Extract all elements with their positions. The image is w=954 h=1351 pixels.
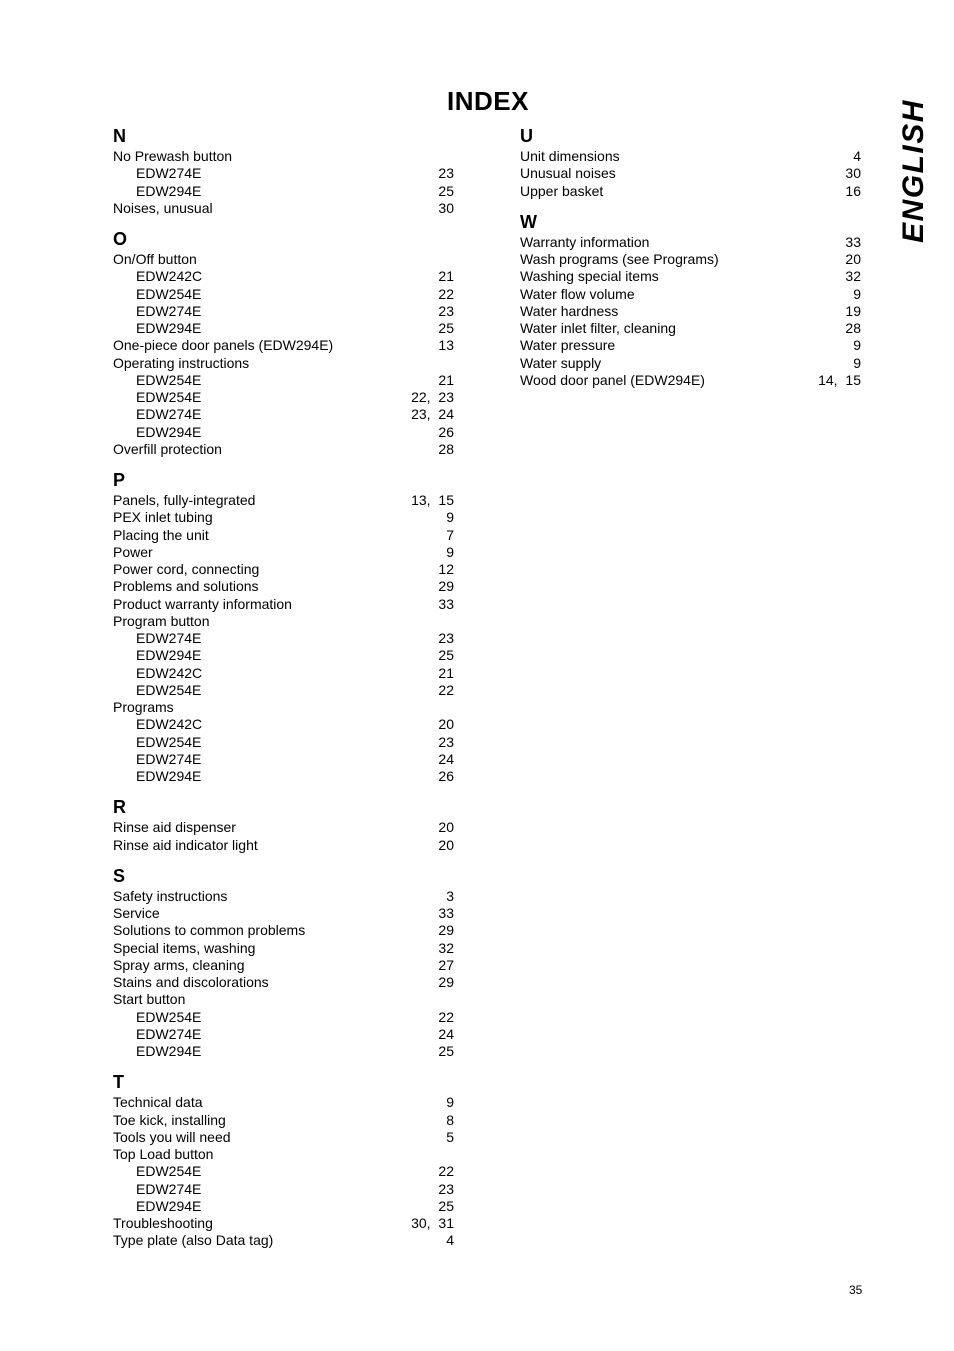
entry-pages: 9: [446, 1094, 454, 1111]
entry-term: Warranty information: [520, 233, 650, 250]
index-subentry: [113, 424, 454, 441]
index-subentry: [113, 1163, 454, 1180]
entry-pages: 12: [438, 561, 454, 577]
entry-term: EDW274E: [136, 165, 202, 182]
entry-term: Operating instructions: [113, 354, 250, 371]
entry-term: EDW274E: [136, 630, 202, 646]
entry-pages: 13, 15: [411, 492, 454, 508]
entry-pages: 9: [853, 354, 861, 371]
entry-pages: 30: [845, 165, 861, 182]
index-section: [520, 124, 861, 200]
entry-pages: 23: [438, 1180, 454, 1197]
entry-pages: 9: [446, 543, 454, 560]
index-subentry: [113, 372, 454, 389]
section-letter: T: [113, 1072, 124, 1093]
entry-term: Tools you will need: [113, 1128, 231, 1145]
entry-pages: 20: [845, 251, 861, 267]
entry-pages: 13: [438, 337, 454, 354]
entry-pages: 32: [845, 268, 861, 285]
entry-term: Product warranty information: [113, 595, 292, 612]
entry-term: Troubleshooting: [113, 1215, 213, 1231]
index-section: [113, 227, 454, 458]
entry-pages: 26: [438, 768, 454, 784]
index-entry: [113, 251, 454, 268]
index-entry: [520, 286, 861, 303]
section-letter: R: [113, 797, 126, 818]
entry-pages: 29: [438, 578, 454, 595]
index-subentry: [113, 389, 454, 406]
index-subentry: [113, 1181, 454, 1198]
entry-term: Spray arms, cleaning: [113, 956, 245, 973]
entry-pages: 26: [438, 423, 454, 440]
entry-term: Noises, unusual: [113, 199, 213, 216]
entry-pages: 25: [438, 320, 454, 336]
entry-pages: 4: [446, 1232, 454, 1249]
index-subentry: [113, 647, 454, 664]
entry-pages: 30: [438, 199, 454, 216]
entry-pages: 28: [845, 320, 861, 336]
entry-term: Water flow volume: [520, 285, 635, 302]
entry-pages: 23: [438, 630, 454, 646]
entry-term: Programs: [113, 699, 174, 715]
entry-term: EDW274E: [136, 1180, 202, 1197]
index-entry: [113, 613, 454, 630]
entry-term: Placing the unit: [113, 526, 209, 543]
entry-term: One-piece door panels (EDW294E): [113, 337, 334, 354]
index-entry: [520, 320, 861, 337]
entry-term: EDW294E: [136, 320, 202, 336]
entry-term: Wash programs (see Programs): [520, 251, 719, 267]
index-entry: [113, 561, 454, 578]
entry-pages: 9: [853, 285, 861, 302]
index-subentry: [113, 286, 454, 303]
index-subentry: [113, 165, 454, 182]
entry-pages: 20: [438, 716, 454, 733]
entry-pages: 28: [438, 440, 454, 457]
index-subentry: [113, 630, 454, 647]
index-entry: [520, 303, 861, 320]
index-entry: [113, 1112, 454, 1129]
index-subentry: [113, 1198, 454, 1215]
index-section: [113, 1070, 454, 1249]
entry-term: Washing special items: [520, 268, 659, 285]
entry-pages: 30, 31: [411, 1215, 454, 1231]
entry-term: On/Off button: [113, 251, 197, 267]
index-subentry: [113, 183, 454, 200]
entry-pages: 25: [438, 182, 454, 199]
index-entry: [113, 699, 454, 716]
page-title: INDEX: [447, 86, 529, 116]
entry-term: No Prewash button: [113, 148, 233, 164]
index-column-left: [113, 124, 454, 1260]
entry-term: Stains and discolorations: [113, 974, 269, 990]
index-entry: [113, 905, 454, 922]
entry-term: EDW294E: [136, 1043, 202, 1059]
entry-pages: 9: [446, 509, 454, 526]
index-entry: [520, 165, 861, 182]
entry-term: EDW242C: [136, 268, 203, 285]
entry-pages: 20: [438, 819, 454, 836]
entry-term: EDW274E: [136, 406, 202, 423]
index-subentry: [113, 716, 454, 733]
entry-pages: 21: [438, 371, 454, 388]
index-subentry: [113, 665, 454, 682]
entry-term: Overfill protection: [113, 440, 222, 457]
entry-pages: 21: [438, 664, 454, 681]
entry-term: EDW274E: [136, 750, 202, 767]
entry-term: EDW254E: [136, 1008, 202, 1025]
index-column-right: [520, 124, 861, 399]
index-entry: [520, 148, 861, 165]
section-letter: P: [113, 470, 126, 490]
entry-pages: 23, 24: [411, 406, 454, 423]
index-entry: [520, 234, 861, 251]
entry-term: Type plate (also Data tag): [113, 1232, 274, 1249]
index-entry: [113, 1232, 454, 1249]
index-entry: [113, 940, 454, 957]
entry-term: Unusual noises: [520, 165, 616, 182]
index-entry: [520, 372, 861, 389]
entry-term: EDW254E: [136, 285, 202, 302]
page-number: 35: [849, 1283, 863, 1297]
section-letter: W: [520, 211, 537, 232]
index-entry: [113, 492, 454, 509]
section-letter: O: [113, 229, 128, 249]
entry-term: EDW294E: [136, 423, 202, 440]
index-entry: [113, 922, 454, 939]
entry-pages: 9: [853, 337, 861, 354]
index-subentry: [113, 406, 454, 423]
entry-term: EDW242C: [136, 664, 203, 681]
entry-pages: 23: [438, 733, 454, 750]
entry-pages: 3: [446, 887, 454, 904]
entry-term: Water inlet filter, cleaning: [520, 320, 676, 336]
index-entry: [113, 148, 454, 165]
entry-term: EDW274E: [136, 302, 202, 319]
entry-pages: 32: [438, 939, 454, 956]
section-letter: U: [520, 126, 533, 146]
index-entry: [520, 337, 861, 354]
entry-pages: 22: [438, 681, 454, 698]
index-entry: [520, 183, 861, 200]
entry-pages: 7: [446, 526, 454, 543]
entry-pages: 22: [438, 285, 454, 302]
entry-pages: 8: [446, 1111, 454, 1128]
entry-term: Rinse aid dispenser: [113, 819, 236, 836]
entry-pages: 22, 23: [411, 389, 454, 405]
entry-term: EDW274E: [136, 1025, 202, 1042]
entry-pages: 29: [438, 922, 454, 939]
index-section: [520, 210, 861, 389]
entry-term: Rinse aid indicator light: [113, 836, 258, 853]
entry-pages: 25: [438, 1197, 454, 1214]
entry-term: Program button: [113, 612, 210, 629]
index-entry: [113, 1215, 454, 1232]
entry-pages: 24: [438, 1025, 454, 1042]
entry-pages: 33: [438, 595, 454, 612]
index-entry: [113, 527, 454, 544]
index-entry: [113, 578, 454, 595]
entry-term: Problems and solutions: [113, 578, 259, 595]
entry-pages: 20: [438, 836, 454, 853]
entry-term: EDW254E: [136, 681, 202, 698]
index-subentry: [113, 682, 454, 699]
entry-term: Panels, fully-integrated: [113, 492, 256, 508]
index-entry: [113, 1129, 454, 1146]
language-label: ENGLISH: [897, 98, 930, 243]
entry-pages: 25: [438, 647, 454, 664]
entry-pages: 16: [845, 182, 861, 199]
index-entry: [113, 544, 454, 561]
entry-pages: 29: [438, 974, 454, 990]
entry-pages: 5: [446, 1128, 454, 1145]
index-entry: [520, 251, 861, 268]
entry-term: Water supply: [520, 354, 602, 371]
index-entry: [113, 819, 454, 836]
entry-term: EDW294E: [136, 768, 202, 784]
entry-pages: 23: [438, 165, 454, 182]
entry-term: Wood door panel (EDW294E): [520, 371, 705, 388]
index-entry: [113, 957, 454, 974]
entry-term: EDW254E: [136, 371, 202, 388]
entry-term: Power: [113, 543, 153, 560]
language-tab: [899, 88, 929, 253]
entry-pages: 33: [845, 233, 861, 250]
index-entry: [113, 355, 454, 372]
entry-term: EDW294E: [136, 1197, 202, 1214]
entry-pages: 19: [845, 302, 861, 319]
index-entry: [113, 1146, 454, 1163]
entry-term: Water hardness: [520, 302, 619, 319]
entry-pages: 24: [438, 750, 454, 767]
entry-term: Unit dimensions: [520, 148, 620, 164]
index-entry: [113, 596, 454, 613]
entry-term: Start button: [113, 991, 186, 1008]
index-entry: [113, 509, 454, 526]
entry-term: EDW242C: [136, 716, 203, 733]
entry-term: Top Load button: [113, 1146, 214, 1162]
entry-term: Technical data: [113, 1094, 203, 1111]
index-entry: [113, 888, 454, 905]
index-entry: [113, 1094, 454, 1111]
index-section: [113, 124, 454, 217]
index-subentry: [113, 751, 454, 768]
entry-term: Upper basket: [520, 182, 604, 199]
entry-pages: 4: [853, 148, 861, 164]
entry-term: Service: [113, 905, 160, 921]
entry-pages: 27: [438, 956, 454, 973]
index-entry: [113, 991, 454, 1008]
section-letter: N: [113, 126, 126, 146]
entry-pages: 22: [438, 1008, 454, 1025]
entry-term: Toe kick, installing: [113, 1111, 226, 1128]
index-subentry: [113, 1043, 454, 1060]
entry-term: Special items, washing: [113, 939, 256, 956]
entry-pages: 23: [438, 302, 454, 319]
section-letter: S: [113, 865, 126, 886]
index-subentry: [113, 268, 454, 285]
index-subentry: [113, 734, 454, 751]
entry-term: EDW294E: [136, 182, 202, 199]
entry-term: Solutions to common problems: [113, 922, 306, 939]
entry-term: EDW254E: [136, 389, 202, 405]
entry-term: EDW254E: [136, 1163, 202, 1180]
index-entry: [113, 441, 454, 458]
entry-term: EDW254E: [136, 733, 202, 750]
entry-term: Safety instructions: [113, 887, 228, 904]
index-entry: [113, 974, 454, 991]
index-entry: [520, 268, 861, 285]
entry-pages: 33: [438, 905, 454, 921]
entry-pages: 21: [438, 268, 454, 285]
entry-pages: 25: [438, 1043, 454, 1059]
entry-pages: 14, 15: [818, 371, 861, 388]
index-entry: [113, 837, 454, 854]
index-entry: [113, 337, 454, 354]
index-subentry: [113, 320, 454, 337]
entry-term: Power cord, connecting: [113, 561, 260, 577]
index-section: [113, 795, 454, 854]
entry-term: Water pressure: [520, 337, 616, 354]
index-subentry: [113, 1009, 454, 1026]
index-section: [113, 864, 454, 1061]
entry-pages: 22: [438, 1163, 454, 1180]
index-subentry: [113, 1026, 454, 1043]
entry-term: PEX inlet tubing: [113, 509, 213, 526]
index-section: [113, 468, 454, 785]
index-subentry: [113, 303, 454, 320]
index-subentry: [113, 768, 454, 785]
index-entry: [520, 355, 861, 372]
index-entry: [113, 200, 454, 217]
entry-term: EDW294E: [136, 647, 202, 664]
